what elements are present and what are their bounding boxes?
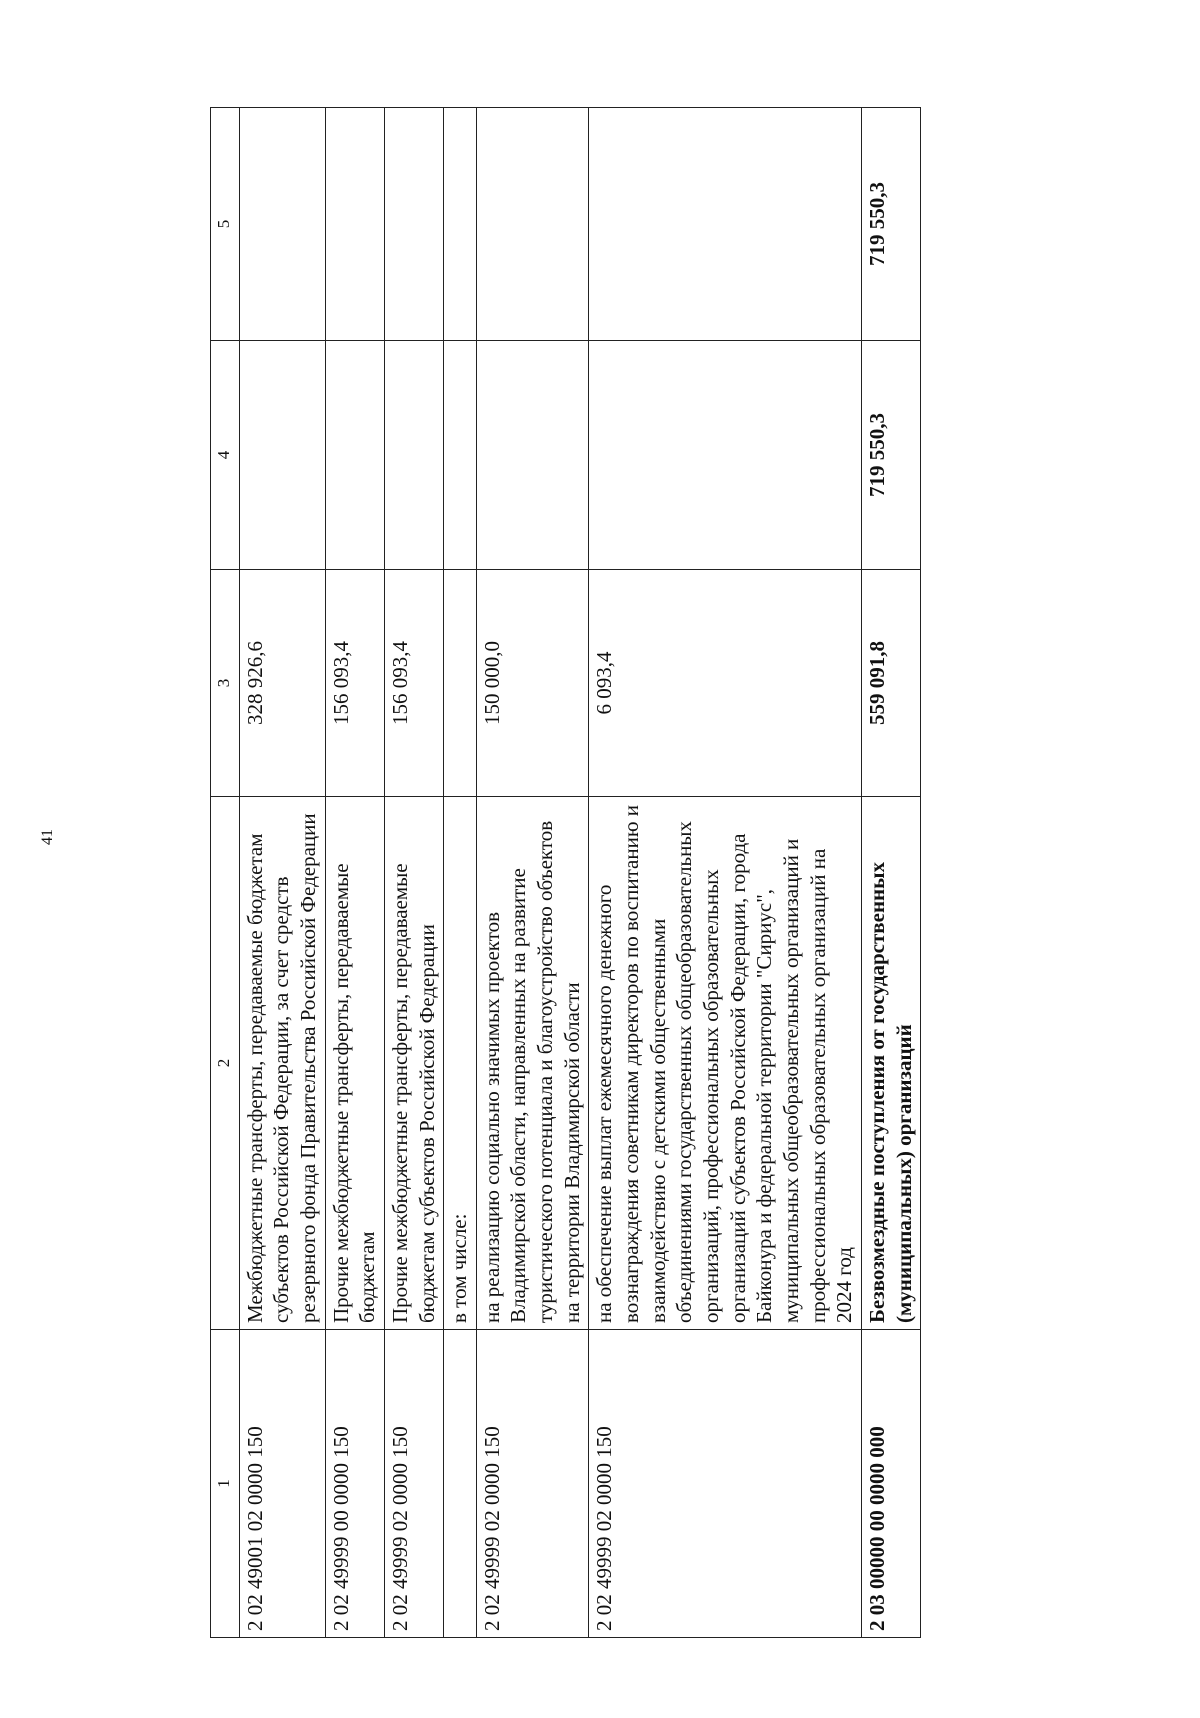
revenue-name: на обеспечение выплат ежемесячного денежного вознаграждения советникам директоров по воспитанию и взаимодействию с детскими общественными объединениями государственных общеобразовательных организаций, профессиональных образовательных организаций субъектов Российской Федерации, города Байконура и федеральной территории "Сириус", муниципальных общеобразовательных организаций и профессиональных образовательных организаций на 2024 год <box>589 797 862 1330</box>
revenue-name: Межбюджетные трансферты, передаваемые бюджетам субъектов Российской Федерации, за счет средств резервного фонда Правительства Российской Федерации <box>239 797 325 1330</box>
table-row <box>444 108 477 1638</box>
revenue-name: Прочие межбюджетные трансферты, передаваемые бюджетам субъектов Российской Федерации <box>384 797 443 1330</box>
budget-code: 2 03 00000 00 0000 000 <box>862 1330 921 1638</box>
table-row-total <box>862 108 921 1638</box>
amount-col5: 719 550,3 <box>862 108 921 341</box>
header-cell-2: 2 <box>211 797 240 1330</box>
revenue-name: Прочие межбюджетные трансферты, передаваемые бюджетам <box>325 797 384 1330</box>
amount-col4 <box>384 341 443 570</box>
table-row <box>384 108 443 1638</box>
amount-col3: 6 093,4 <box>589 570 862 797</box>
amount-col3: 150 000,0 <box>476 570 589 797</box>
table-row <box>476 108 589 1638</box>
budget-code: 2 02 49999 00 0000 150 <box>325 1330 384 1638</box>
amount-col4 <box>444 341 477 570</box>
header-cell-3: 3 <box>211 570 240 797</box>
amount-col4 <box>476 341 589 570</box>
amount-col4 <box>239 341 325 570</box>
amount-col3: 156 093,4 <box>384 570 443 797</box>
amount-col4 <box>325 341 384 570</box>
revenue-table <box>210 107 921 1638</box>
budget-code: 2 02 49999 02 0000 150 <box>384 1330 443 1638</box>
table-row <box>589 108 862 1638</box>
header-cell-4: 4 <box>211 341 240 570</box>
budget-code: 2 02 49999 02 0000 150 <box>476 1330 589 1638</box>
revenue-name: на реализацию социально значимых проектов Владимирской области, направленных на развитие туристического потенциала и благоустройство объектов на территории Владимирской области <box>476 797 589 1330</box>
amount-col3: 328 926,6 <box>239 570 325 797</box>
table-header-row <box>211 108 240 1638</box>
rotated-table-sheet <box>210 108 1090 1638</box>
amount-col3: 156 093,4 <box>325 570 384 797</box>
rotated-table-frame <box>210 108 1090 1638</box>
amount-col5 <box>384 108 443 341</box>
budget-code: 2 02 49001 02 0000 150 <box>239 1330 325 1638</box>
amount-col4 <box>589 341 862 570</box>
header-cell-5: 5 <box>211 108 240 341</box>
page-number: 41 <box>39 829 56 845</box>
amount-col3 <box>444 570 477 797</box>
revenue-name: Безвозмездные поступления от государственных (муниципальных) организаций <box>862 797 921 1330</box>
revenue-name: в том числе: <box>444 797 477 1330</box>
amount-col5 <box>476 108 589 341</box>
budget-code: 2 02 49999 02 0000 150 <box>589 1330 862 1638</box>
table-row <box>239 108 325 1638</box>
amount-col5 <box>589 108 862 341</box>
amount-col4: 719 550,3 <box>862 341 921 570</box>
amount-col3: 559 091,8 <box>862 570 921 797</box>
budget-code <box>444 1330 477 1638</box>
table-row <box>325 108 384 1638</box>
amount-col5 <box>325 108 384 341</box>
amount-col5 <box>444 108 477 341</box>
amount-col5 <box>239 108 325 341</box>
header-cell-1: 1 <box>211 1330 240 1638</box>
